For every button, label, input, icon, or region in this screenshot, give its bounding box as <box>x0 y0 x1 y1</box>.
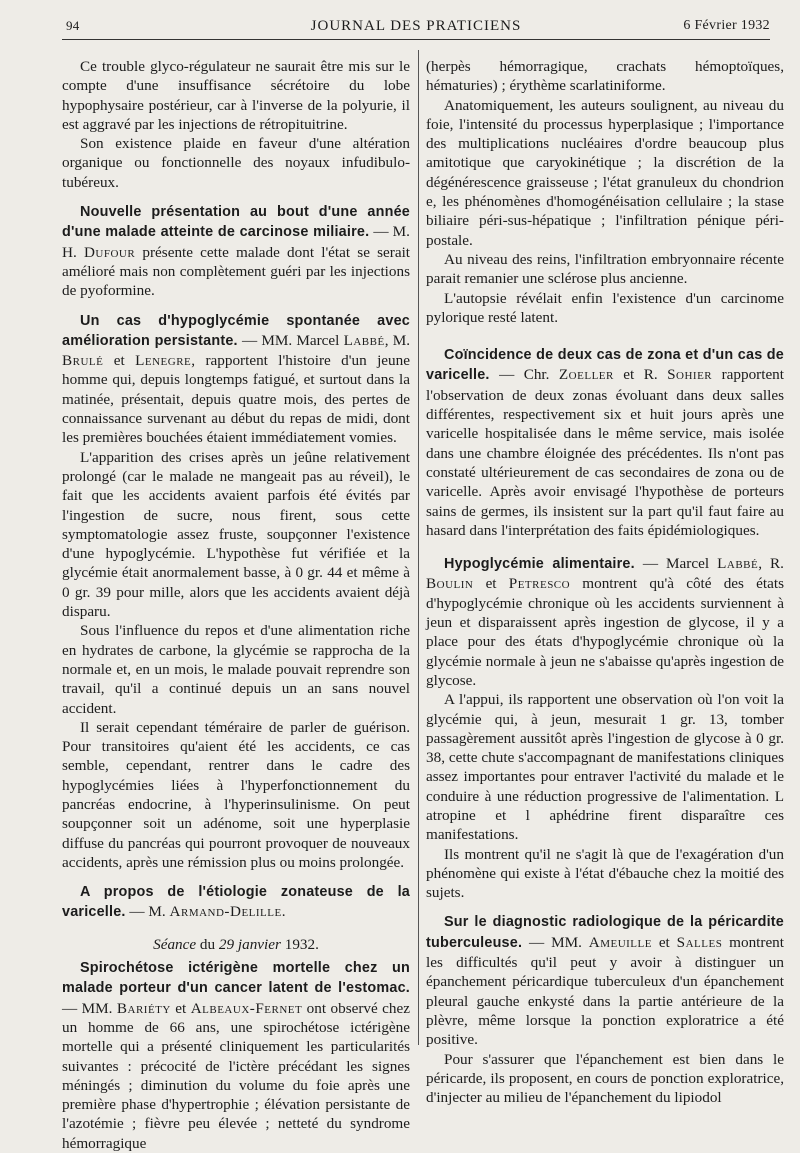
author-name: Albeaux-Fernet <box>190 999 303 1017</box>
paragraph: (herpès hémorragique, crachats hémoptoïques, hématuries) ; érythème scarlatiniforme. <box>426 58 784 95</box>
author-name: Labbé <box>343 331 385 349</box>
abstract-pericardite: Sur le diagnostic radiologique de la péricardite tuberculeuse. — MM. Ameuille et Salles montrent les difficultés qu'il peut y avoir à distinguer un épanchement péricardique tuberculeux d'un épanchement pleural gauche enkysté dans la partie antérieure de la plèvre, même lorsque la ponction exploratrice a été positive. <box>426 914 784 1049</box>
right-column <box>426 57 785 1107</box>
section-title: Un cas d'hypoglycémie spontanée avec amélioration persistante. <box>62 312 410 349</box>
paragraph: Ce trouble glyco-régulateur ne saurait être mis sur le compte d'une insuffisance sécrétoire du lobe hypophysaire postérieur, car à l'inverse de la polyurie, il est aggravé par les injections de rétropituitrine. <box>62 58 410 133</box>
author-name: Brulé <box>62 352 104 370</box>
page-number: 94 <box>66 18 80 33</box>
paragraph: Anatomiquement, les auteurs soulignent, au niveau du foie, l'intensité du processus hyperplasique ; l'importance des multiplications nucléaires d'ordre beaucoup plus amitotique que caryokinétique ; la discrétion de la dégénérescence graisseuse ; l'état granuleux du chondrion e, les phénomènes d'homogénéisation cellulaire ; la stase biliaire péri-sus-hépatique ; l'infiltration pénique péri-postale. <box>426 96 784 249</box>
section-title: Coïncidence de deux cas de zona et d'un cas de varicelle. <box>426 347 784 384</box>
author-name: Bariéty <box>116 999 171 1017</box>
paragraph: Sous l'influence du repos et d'une alimentation riche en hydrates de carbone, la glycémie se rapprocha de la normale et, en un mois, le malade pouvait reprendre son travail, qu'il a continué depuis un an sans nouvel accident. <box>62 622 410 717</box>
column-divider <box>418 50 419 1045</box>
section-title: A propos de l'étiologie zonateuse de la varicelle. <box>62 884 410 921</box>
author-name: Zoeller <box>558 366 614 384</box>
author-name: Boulin <box>426 575 474 593</box>
author-name: Sohier <box>667 366 713 384</box>
author-name: Armand-Delille <box>169 903 282 921</box>
paragraph: L'autopsie révélait enfin l'existence d'un carcinome pylorique resté latent. <box>426 289 784 326</box>
paragraph: Pour s'assurer que l'épanchement est bien dans le péricarde, ils proposent, en cours de ponction exploratrice, d'injecter au milieu de l'épanchement du lipiodol <box>426 1050 784 1107</box>
abstract-hypoglycemie-spontanee: Un cas d'hypoglycémie spontanée avec amélioration persistante. — MM. Marcel Labbé, M. Brulé et Lenegre, rapportent l'histoire d'un jeune homme qui, depuis longtemps fatigué, et surtout dans la matinée, présentait, depuis quatre mois, des pertes de connaissance survenant au début du repas de midi, dont les premières bouchées étaient immédiatement vomies. <box>62 312 410 447</box>
abstract-varicelle-etiologie: A propos de l'étiologie zonateuse de la varicelle. — M. Armand-Delille. <box>62 884 410 921</box>
running-header <box>62 16 770 40</box>
author-name: Petresco <box>508 575 571 593</box>
paragraph: Ils montrent qu'il ne s'agit là que de l'exagération d'un phénomène qui existe à l'état d'ébauche chez la moitié des sujets. <box>426 845 784 902</box>
section-title: Hypoglycémie alimentaire. <box>444 556 635 573</box>
author-name: Ameuille <box>588 933 652 951</box>
paragraph: Son existence plaide en faveur d'une altération organique ou fonctionnelle des noyaux infudibulo-tubéreux. <box>62 135 410 191</box>
abstract-carcinose: Nouvelle présentation au bout d'une année d'une malade atteinte de carcinose miliaire. — M. H. Dufour présente cette malade dont l'état se serait amélioré mais non complètement guéri par les injections de pyoformine. <box>62 204 411 300</box>
session-date: Séance du 29 janvier 1932. <box>153 935 319 953</box>
author-name: Labbé <box>717 555 759 573</box>
issue-date: 6 Février 1932 <box>683 18 770 33</box>
paragraph: A l'appui, ils rapportent une observation où l'on voit la glycémie qui, à jeun, mesurait 1 gr. 13, tomber passagèrement aussitôt après l'ingestion de glycose à 0 gr. 38, cette chute s'accompagnant de manifestations cliniques assez importantes pour entraver l'activité du malade et le conduire à une réduction progressive de l'alimentation. L atropine et l aphédrine firent disparaître ces manifestations. <box>426 691 784 844</box>
abstract-hypoglycemie-alimentaire: Hypoglycémie alimentaire. — Marcel Labbé, R. Boulin et Petresco montrent qu'à côté des états d'hypoglycémie chronique où les accidents surviennent à jeun et disparaissent après ingestion de glycose, il y a place pour des états d'hypoglycémie chronique où la glycémie normale à jeun ne s'abaisse qu'après ingestion de glycose. <box>426 555 785 689</box>
abstract-zona-varicelle: Coïncidence de deux cas de zona et d'un cas de varicelle. — Chr. Zoeller et R. Sohier rapportent l'observation de deux zonas évoluant dans deux salles différentes, respectivement six et huit jours après une varicelle hospitalisée dans le même service, mais isolée dans une chambre éloignée des précédentes. Ils n'ont pas constaté ultérieurement de cas secondaires de zona ou de varicelle. Après avoir envisagé l'hypothèse de porteurs sains de germes, ils insistent sur la part qu'il faut faire au hasard dans l'interprétation des faits épidémiologiques. <box>426 347 784 539</box>
author-name: Dufour <box>83 243 136 261</box>
paragraph: Au niveau des reins, l'infiltration embryonnaire récente parait remanier une sclérose plus ancienne. <box>426 250 784 288</box>
author-name: Salles <box>676 933 723 951</box>
abstract-spirochetose: Spirochétose ictérigène mortelle chez un malade porteur d'un cancer latent de l'estomac. — MM. Bariéty et Albeaux-Fernet ont observé chez un homme de 66 ans, une spirochétose ictérigène mortelle qui a présenté cliniquement les particularités suivantes : précocité de l'ictère précédant les signes méningés ; diminution du volume du foie après une première phase d'hypertrophie ; élévation persistante de l'azotémie ; fièvre peu élevée ; netteté du syndrome hémorragique <box>62 960 410 1152</box>
journal-title: JOURNAL DES PRATICIENS <box>310 18 522 34</box>
section-title: Spirochétose ictérigène mortelle chez un malade porteur d'un cancer latent de l'estomac. <box>62 960 410 997</box>
author-name: Lenegre <box>135 352 192 370</box>
paragraph: Il serait cependant téméraire de parler de guérison. Pour transitoires qu'aient été les accidents, ce cas semble, cependant, rentrer dans le cadre des hypoglycémies liées à l'hyperfonctionnement du pancréas endocrine, à l'hyperinsulinisme. On peut soupçonner soit un adénome, soit une hyperplasie diffuse du pancréas qui pourront provoquer de nouveaux accidents, après une rémission plus ou moins prolongée. <box>62 718 410 871</box>
section-title: Sur le diagnostic radiologique de la péricardite tuberculeuse. <box>426 914 784 951</box>
left-column <box>62 57 411 1152</box>
section-title: Nouvelle présentation au bout d'une année d'une malade atteinte de carcinose miliaire. <box>62 204 410 241</box>
header-rule <box>62 39 770 40</box>
paragraph: L'apparition des crises après un jeûne relativement prolongé (car le malade ne mangeait pas au réveil), le fait que les accidents avaient parfois été évités par l'ingestion de sucre, nous firent, sous cette symptomatologie assez fruste, soupçonner l'existence d'une hypoglycémie. L'hypothèse fut vérifiée et la glycémie était anormalement basse, à 0 gr. 44 et même à 0 gr. 39 pour mille, alors que les accidents avaient déjà disparu. <box>62 448 410 621</box>
